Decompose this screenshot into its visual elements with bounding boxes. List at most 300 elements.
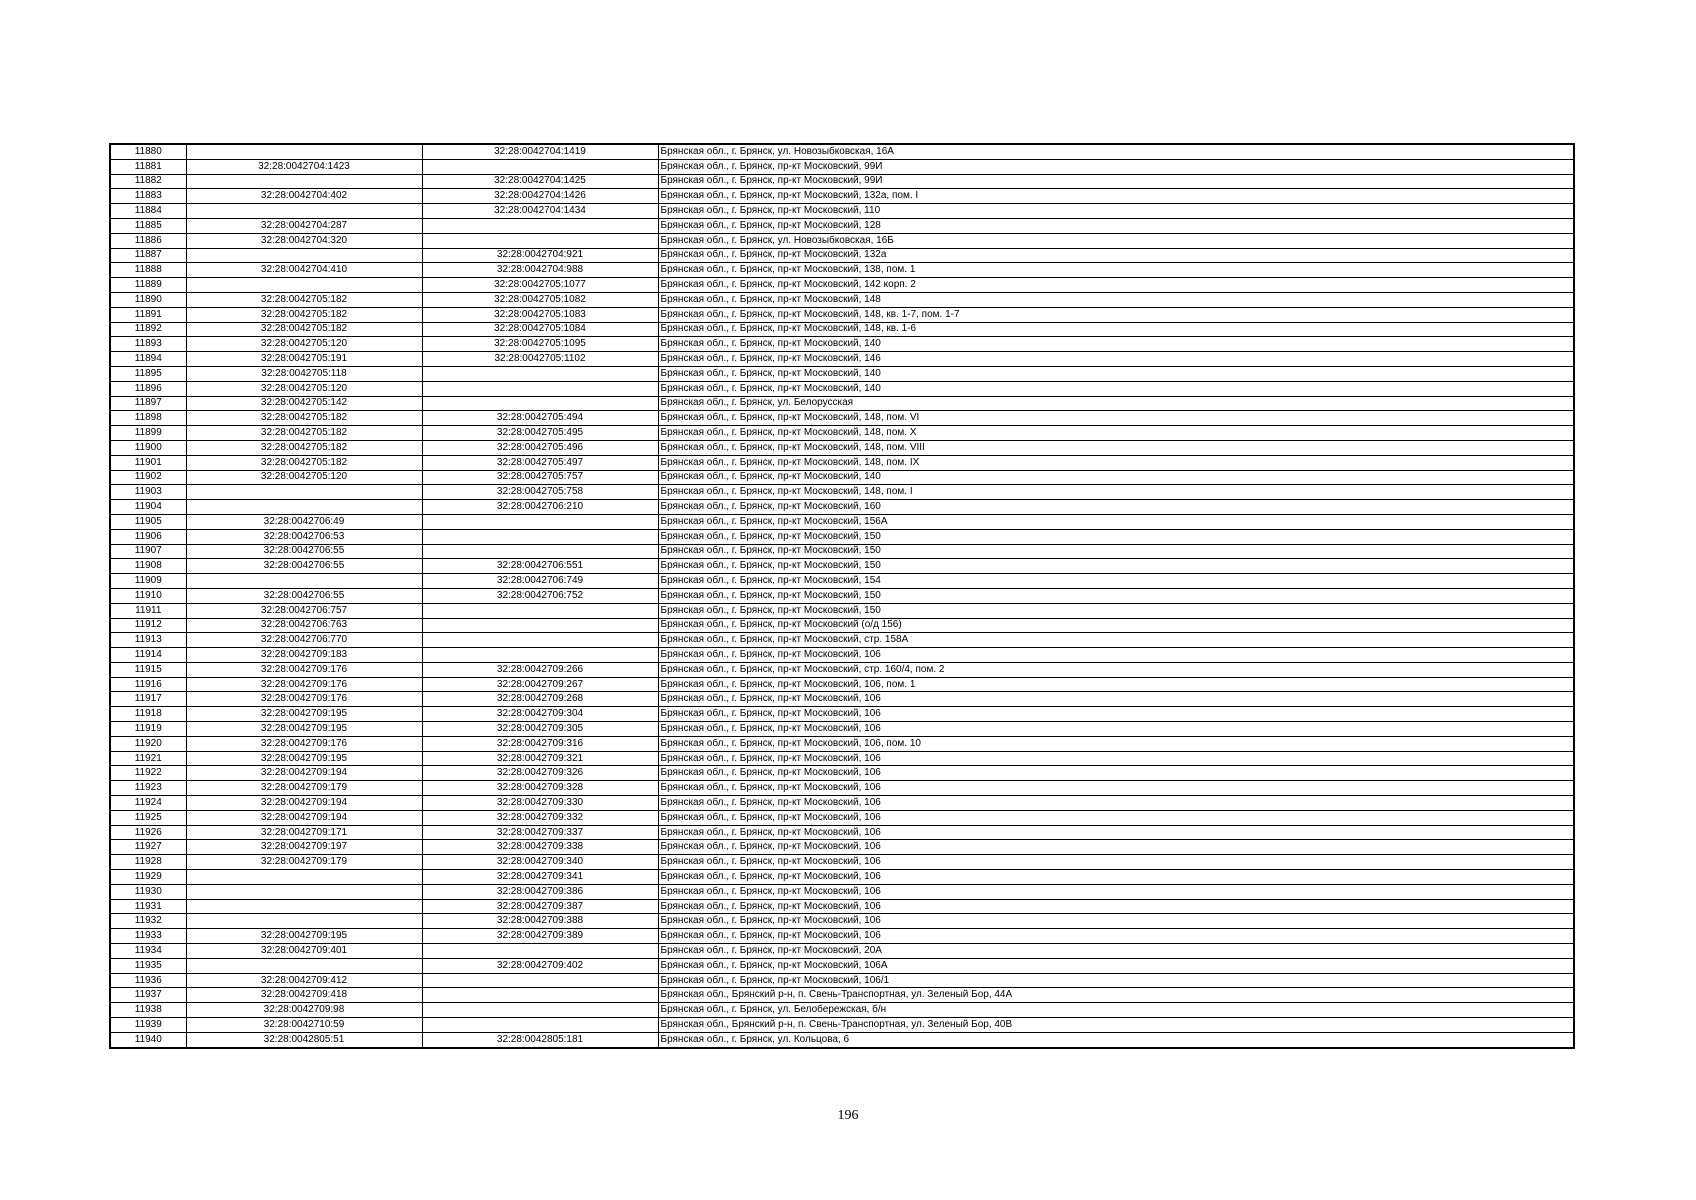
parcel-number-cell: 32:28:0042709:195 bbox=[186, 751, 422, 766]
row-number-cell: 11884 bbox=[110, 204, 186, 219]
row-number-cell: 11891 bbox=[110, 307, 186, 322]
address-cell: Брянская обл., г. Брянск, пр-кт Московский, 106 bbox=[658, 825, 1574, 840]
parcel-number-cell bbox=[186, 144, 422, 159]
row-number-cell: 11924 bbox=[110, 796, 186, 811]
table-row bbox=[110, 204, 1574, 219]
building-number-cell: 32:28:0042709:304 bbox=[422, 707, 658, 722]
address-cell: Брянская обл., г. Брянск, ул. Новозыбковская, 16А bbox=[658, 144, 1574, 159]
parcel-number-cell: 32:28:0042706:55 bbox=[186, 559, 422, 574]
table-row bbox=[110, 426, 1574, 441]
building-number-cell: 32:28:0042709:402 bbox=[422, 958, 658, 973]
address-cell: Брянская обл., г. Брянск, пр-кт Московский, 110 bbox=[658, 204, 1574, 219]
row-number-cell: 11912 bbox=[110, 618, 186, 633]
address-cell: Брянская обл., г. Брянск, пр-кт Московский, 148, кв. 1-6 bbox=[658, 322, 1574, 337]
row-number-cell: 11895 bbox=[110, 366, 186, 381]
table-row bbox=[110, 870, 1574, 885]
parcel-number-cell: 32:28:0042706:763 bbox=[186, 618, 422, 633]
row-number-cell: 11893 bbox=[110, 337, 186, 352]
building-number-cell: 32:28:0042705:495 bbox=[422, 426, 658, 441]
address-cell: Брянская обл., г. Брянск, пр-кт Московский, 106 bbox=[658, 810, 1574, 825]
parcel-number-cell: 32:28:0042704:402 bbox=[186, 189, 422, 204]
row-number-cell: 11892 bbox=[110, 322, 186, 337]
table-row bbox=[110, 411, 1574, 426]
address-cell: Брянская обл., г. Брянск, пр-кт Московский, 150 bbox=[658, 559, 1574, 574]
parcel-number-cell: 32:28:0042704:1423 bbox=[186, 159, 422, 174]
building-number-cell bbox=[422, 233, 658, 248]
parcel-number-cell bbox=[186, 899, 422, 914]
building-number-cell: 32:28:0042705:497 bbox=[422, 455, 658, 470]
address-cell: Брянская обл., г. Брянск, пр-кт Московский, 106/1 bbox=[658, 973, 1574, 988]
address-cell: Брянская обл., г. Брянск, пр-кт Московский, 132а, пом. I bbox=[658, 189, 1574, 204]
table-row bbox=[110, 618, 1574, 633]
building-number-cell bbox=[422, 218, 658, 233]
address-cell: Брянская обл., г. Брянск, пр-кт Московский, 106А bbox=[658, 958, 1574, 973]
address-cell: Брянская обл., г. Брянск, пр-кт Московский, 106 bbox=[658, 870, 1574, 885]
row-number-cell: 11936 bbox=[110, 973, 186, 988]
address-cell: Брянская обл., г. Брянск, пр-кт Московский, 106 bbox=[658, 855, 1574, 870]
table-row bbox=[110, 366, 1574, 381]
row-number-cell: 11922 bbox=[110, 766, 186, 781]
building-number-cell: 32:28:0042705:1077 bbox=[422, 278, 658, 293]
building-number-cell: 32:28:0042709:330 bbox=[422, 796, 658, 811]
parcel-number-cell: 32:28:0042709:195 bbox=[186, 929, 422, 944]
parcel-number-cell: 32:28:0042709:194 bbox=[186, 810, 422, 825]
parcel-number-cell bbox=[186, 870, 422, 885]
table-row bbox=[110, 352, 1574, 367]
row-number-cell: 11933 bbox=[110, 929, 186, 944]
parcel-number-cell bbox=[186, 485, 422, 500]
parcel-number-cell: 32:28:0042704:287 bbox=[186, 218, 422, 233]
parcel-number-cell: 32:28:0042705:182 bbox=[186, 455, 422, 470]
building-number-cell: 32:28:0042709:267 bbox=[422, 677, 658, 692]
building-number-cell: 32:28:0042705:1083 bbox=[422, 307, 658, 322]
row-number-cell: 11909 bbox=[110, 574, 186, 589]
parcel-number-cell: 32:28:0042705:182 bbox=[186, 411, 422, 426]
address-cell: Брянская обл., г. Брянск, ул. Кольцова, 6 bbox=[658, 1032, 1574, 1047]
row-number-cell: 11900 bbox=[110, 440, 186, 455]
table-row bbox=[110, 559, 1574, 574]
building-number-cell: 32:28:0042709:341 bbox=[422, 870, 658, 885]
address-cell: Брянская обл., г. Брянск, пр-кт Московский, 106 bbox=[658, 751, 1574, 766]
parcel-number-cell: 32:28:0042805:51 bbox=[186, 1032, 422, 1047]
row-number-cell: 11888 bbox=[110, 263, 186, 278]
parcel-number-cell bbox=[186, 278, 422, 293]
parcel-number-cell: 32:28:0042709:179 bbox=[186, 855, 422, 870]
table-row bbox=[110, 662, 1574, 677]
row-number-cell: 11921 bbox=[110, 751, 186, 766]
table-body bbox=[110, 144, 1574, 1048]
address-cell: Брянская обл., г. Брянск, пр-кт Московский, 140 bbox=[658, 381, 1574, 396]
building-number-cell bbox=[422, 544, 658, 559]
table-row bbox=[110, 1003, 1574, 1018]
row-number-cell: 11923 bbox=[110, 781, 186, 796]
table-row bbox=[110, 455, 1574, 470]
parcel-number-cell bbox=[186, 914, 422, 929]
row-number-cell: 11896 bbox=[110, 381, 186, 396]
row-number-cell: 11903 bbox=[110, 485, 186, 500]
table-row bbox=[110, 929, 1574, 944]
building-number-cell: 32:28:0042704:1419 bbox=[422, 144, 658, 159]
table-row bbox=[110, 529, 1574, 544]
address-cell: Брянская обл., г. Брянск, пр-кт Московский, 150 bbox=[658, 603, 1574, 618]
row-number-cell: 11929 bbox=[110, 870, 186, 885]
row-number-cell: 11907 bbox=[110, 544, 186, 559]
parcel-number-cell bbox=[186, 884, 422, 899]
row-number-cell: 11920 bbox=[110, 736, 186, 751]
table-row bbox=[110, 307, 1574, 322]
parcel-number-cell bbox=[186, 500, 422, 515]
row-number-cell: 11882 bbox=[110, 174, 186, 189]
row-number-cell: 11927 bbox=[110, 840, 186, 855]
building-number-cell: 32:28:0042709:389 bbox=[422, 929, 658, 944]
building-number-cell: 32:28:0042709:387 bbox=[422, 899, 658, 914]
building-number-cell bbox=[422, 973, 658, 988]
address-cell: Брянская обл., г. Брянск, пр-кт Московский, 138, пом. 1 bbox=[658, 263, 1574, 278]
parcel-number-cell bbox=[186, 958, 422, 973]
table-row bbox=[110, 633, 1574, 648]
address-cell: Брянская обл., г. Брянск, пр-кт Московский, 148, пом. IX bbox=[658, 455, 1574, 470]
address-cell: Брянская обл., г. Брянск, пр-кт Московский, 150 bbox=[658, 529, 1574, 544]
building-number-cell: 32:28:0042706:752 bbox=[422, 588, 658, 603]
address-cell: Брянская обл., г. Брянск, пр-кт Московский, 128 bbox=[658, 218, 1574, 233]
building-number-cell: 32:28:0042709:326 bbox=[422, 766, 658, 781]
address-cell: Брянская обл., г. Брянск, пр-кт Московский, 106 bbox=[658, 781, 1574, 796]
parcel-number-cell bbox=[186, 174, 422, 189]
building-number-cell: 32:28:0042706:749 bbox=[422, 574, 658, 589]
table-row bbox=[110, 485, 1574, 500]
building-number-cell bbox=[422, 988, 658, 1003]
parcel-number-cell: 32:28:0042710:59 bbox=[186, 1018, 422, 1033]
table-row bbox=[110, 544, 1574, 559]
table-row bbox=[110, 603, 1574, 618]
building-number-cell bbox=[422, 366, 658, 381]
parcel-number-cell: 32:28:0042709:176 bbox=[186, 662, 422, 677]
table-row bbox=[110, 159, 1574, 174]
address-cell: Брянская обл., г. Брянск, ул. Новозыбковская, 16Б bbox=[658, 233, 1574, 248]
address-cell: Брянская обл., г. Брянск, пр-кт Московский, 106, пом. 1 bbox=[658, 677, 1574, 692]
row-number-cell: 11897 bbox=[110, 396, 186, 411]
building-number-cell: 32:28:0042704:1434 bbox=[422, 204, 658, 219]
table-row bbox=[110, 648, 1574, 663]
building-number-cell: 32:28:0042709:328 bbox=[422, 781, 658, 796]
row-number-cell: 11917 bbox=[110, 692, 186, 707]
row-number-cell: 11928 bbox=[110, 855, 186, 870]
parcel-number-cell: 32:28:0042705:120 bbox=[186, 470, 422, 485]
row-number-cell: 11898 bbox=[110, 411, 186, 426]
table-row bbox=[110, 840, 1574, 855]
table-row bbox=[110, 381, 1574, 396]
building-number-cell: 32:28:0042705:1082 bbox=[422, 292, 658, 307]
building-number-cell: 32:28:0042704:1426 bbox=[422, 189, 658, 204]
building-number-cell: 32:28:0042709:268 bbox=[422, 692, 658, 707]
row-number-cell: 11931 bbox=[110, 899, 186, 914]
row-number-cell: 11889 bbox=[110, 278, 186, 293]
parcel-number-cell: 32:28:0042704:410 bbox=[186, 263, 422, 278]
address-cell: Брянская обл., г. Брянск, пр-кт Московский, 146 bbox=[658, 352, 1574, 367]
table-row bbox=[110, 1032, 1574, 1047]
row-number-cell: 11937 bbox=[110, 988, 186, 1003]
row-number-cell: 11902 bbox=[110, 470, 186, 485]
row-number-cell: 11881 bbox=[110, 159, 186, 174]
address-cell: Брянская обл., г. Брянск, пр-кт Московский, 106 bbox=[658, 648, 1574, 663]
row-number-cell: 11934 bbox=[110, 944, 186, 959]
building-number-cell bbox=[422, 648, 658, 663]
table-row bbox=[110, 263, 1574, 278]
cadastral-table bbox=[109, 143, 1575, 1049]
parcel-number-cell bbox=[186, 574, 422, 589]
parcel-number-cell: 32:28:0042709:176 bbox=[186, 677, 422, 692]
parcel-number-cell: 32:28:0042706:757 bbox=[186, 603, 422, 618]
address-cell: Брянская обл., г. Брянск, пр-кт Московский, 106 bbox=[658, 692, 1574, 707]
building-number-cell: 32:28:0042704:988 bbox=[422, 263, 658, 278]
table-row bbox=[110, 1018, 1574, 1033]
row-number-cell: 11914 bbox=[110, 648, 186, 663]
parcel-number-cell: 32:28:0042705:182 bbox=[186, 440, 422, 455]
table-row bbox=[110, 278, 1574, 293]
table-row bbox=[110, 218, 1574, 233]
row-number-cell: 11904 bbox=[110, 500, 186, 515]
address-cell: Брянская обл., г. Брянск, пр-кт Московский, 148, пом. I bbox=[658, 485, 1574, 500]
parcel-number-cell: 32:28:0042709:176 bbox=[186, 692, 422, 707]
parcel-number-cell: 32:28:0042705:182 bbox=[186, 292, 422, 307]
building-number-cell bbox=[422, 159, 658, 174]
building-number-cell bbox=[422, 529, 658, 544]
address-cell: Брянская обл., г. Брянск, пр-кт Московский, 160 bbox=[658, 500, 1574, 515]
parcel-number-cell bbox=[186, 204, 422, 219]
address-cell: Брянская обл., г. Брянск, пр-кт Московский, 106, пом. 10 bbox=[658, 736, 1574, 751]
building-number-cell: 32:28:0042709:332 bbox=[422, 810, 658, 825]
address-cell: Брянская обл., г. Брянск, пр-кт Московский, 106 bbox=[658, 914, 1574, 929]
row-number-cell: 11930 bbox=[110, 884, 186, 899]
parcel-number-cell: 32:28:0042709:171 bbox=[186, 825, 422, 840]
address-cell: Брянская обл., Брянский р-н, п. Свень-Транспортная, ул. Зеленый Бор, 40В bbox=[658, 1018, 1574, 1033]
address-cell: Брянская обл., г. Брянск, пр-кт Московский, 99И bbox=[658, 159, 1574, 174]
parcel-number-cell: 32:28:0042706:55 bbox=[186, 544, 422, 559]
building-number-cell: 32:28:0042705:496 bbox=[422, 440, 658, 455]
building-number-cell: 32:28:0042709:316 bbox=[422, 736, 658, 751]
row-number-cell: 11911 bbox=[110, 603, 186, 618]
row-number-cell: 11901 bbox=[110, 455, 186, 470]
parcel-number-cell: 32:28:0042709:183 bbox=[186, 648, 422, 663]
table-row bbox=[110, 677, 1574, 692]
building-number-cell: 32:28:0042704:921 bbox=[422, 248, 658, 263]
table-row bbox=[110, 233, 1574, 248]
table-row bbox=[110, 736, 1574, 751]
table-row bbox=[110, 914, 1574, 929]
address-cell: Брянская обл., г. Брянск, пр-кт Московский, 142 корп. 2 bbox=[658, 278, 1574, 293]
row-number-cell: 11935 bbox=[110, 958, 186, 973]
building-number-cell: 32:28:0042705:494 bbox=[422, 411, 658, 426]
building-number-cell: 32:28:0042705:1084 bbox=[422, 322, 658, 337]
building-number-cell bbox=[422, 633, 658, 648]
table-row bbox=[110, 810, 1574, 825]
parcel-number-cell: 32:28:0042706:55 bbox=[186, 588, 422, 603]
building-number-cell: 32:28:0042709:388 bbox=[422, 914, 658, 929]
row-number-cell: 11883 bbox=[110, 189, 186, 204]
table-row bbox=[110, 514, 1574, 529]
address-cell: Брянская обл., г. Брянск, пр-кт Московский, 106 bbox=[658, 766, 1574, 781]
table-row bbox=[110, 825, 1574, 840]
address-cell: Брянская обл., г. Брянск, пр-кт Московский, 148, пом. X bbox=[658, 426, 1574, 441]
table-row bbox=[110, 189, 1574, 204]
address-cell: Брянская обл., г. Брянск, пр-кт Московский, 106 bbox=[658, 899, 1574, 914]
address-cell: Брянская обл., г. Брянск, пр-кт Московский, 140 bbox=[658, 366, 1574, 381]
table-row bbox=[110, 766, 1574, 781]
table-row bbox=[110, 899, 1574, 914]
row-number-cell: 11905 bbox=[110, 514, 186, 529]
table-row bbox=[110, 988, 1574, 1003]
table-row bbox=[110, 248, 1574, 263]
table-row bbox=[110, 174, 1574, 189]
row-number-cell: 11887 bbox=[110, 248, 186, 263]
table-row bbox=[110, 692, 1574, 707]
row-number-cell: 11916 bbox=[110, 677, 186, 692]
building-number-cell: 32:28:0042709:266 bbox=[422, 662, 658, 677]
address-cell: Брянская обл., г. Брянск, пр-кт Московский, 148, пом. VIII bbox=[658, 440, 1574, 455]
table-row bbox=[110, 707, 1574, 722]
row-number-cell: 11885 bbox=[110, 218, 186, 233]
row-number-cell: 11926 bbox=[110, 825, 186, 840]
address-cell: Брянская обл., г. Брянск, пр-кт Московский, 154 bbox=[658, 574, 1574, 589]
building-number-cell: 32:28:0042709:340 bbox=[422, 855, 658, 870]
address-cell: Брянская обл., г. Брянск, пр-кт Московский, 150 bbox=[658, 588, 1574, 603]
parcel-number-cell: 32:28:0042705:118 bbox=[186, 366, 422, 381]
address-cell: Брянская обл., г. Брянск, пр-кт Московский, 148, пом. VI bbox=[658, 411, 1574, 426]
row-number-cell: 11915 bbox=[110, 662, 186, 677]
address-cell: Брянская обл., г. Брянск, пр-кт Московский, 106 bbox=[658, 840, 1574, 855]
parcel-number-cell: 32:28:0042709:197 bbox=[186, 840, 422, 855]
table-row bbox=[110, 751, 1574, 766]
parcel-number-cell: 32:28:0042709:401 bbox=[186, 944, 422, 959]
building-number-cell bbox=[422, 514, 658, 529]
table-row bbox=[110, 144, 1574, 159]
parcel-number-cell: 32:28:0042705:120 bbox=[186, 337, 422, 352]
building-number-cell: 32:28:0042705:1095 bbox=[422, 337, 658, 352]
parcel-number-cell: 32:28:0042709:98 bbox=[186, 1003, 422, 1018]
address-cell: Брянская обл., г. Брянск, ул. Белорусская bbox=[658, 396, 1574, 411]
building-number-cell bbox=[422, 603, 658, 618]
page-number: 196 bbox=[837, 1108, 859, 1123]
table-row bbox=[110, 292, 1574, 307]
table-row bbox=[110, 396, 1574, 411]
row-number-cell: 11890 bbox=[110, 292, 186, 307]
parcel-number-cell: 32:28:0042709:179 bbox=[186, 781, 422, 796]
building-number-cell: 32:28:0042706:551 bbox=[422, 559, 658, 574]
table-row bbox=[110, 440, 1574, 455]
building-number-cell bbox=[422, 1003, 658, 1018]
address-cell: Брянская обл., г. Брянск, пр-кт Московский (о/д 156) bbox=[658, 618, 1574, 633]
table-row bbox=[110, 973, 1574, 988]
address-cell: Брянская обл., г. Брянск, ул. Белобережская, б/н bbox=[658, 1003, 1574, 1018]
building-number-cell bbox=[422, 618, 658, 633]
table-row bbox=[110, 588, 1574, 603]
row-number-cell: 11913 bbox=[110, 633, 186, 648]
building-number-cell: 32:28:0042706:210 bbox=[422, 500, 658, 515]
address-cell: Брянская обл., г. Брянск, пр-кт Московский, 106 bbox=[658, 796, 1574, 811]
row-number-cell: 11940 bbox=[110, 1032, 186, 1047]
address-cell: Брянская обл., г. Брянск, пр-кт Московский, 132а bbox=[658, 248, 1574, 263]
building-number-cell bbox=[422, 944, 658, 959]
address-cell: Брянская обл., г. Брянск, пр-кт Московский, 148, кв. 1-7, пом. 1-7 bbox=[658, 307, 1574, 322]
table-row bbox=[110, 958, 1574, 973]
row-number-cell: 11918 bbox=[110, 707, 186, 722]
address-cell: Брянская обл., Брянский р-н, п. Свень-Транспортная, ул. Зеленый Бор, 44А bbox=[658, 988, 1574, 1003]
parcel-number-cell: 32:28:0042709:176 bbox=[186, 736, 422, 751]
row-number-cell: 11938 bbox=[110, 1003, 186, 1018]
row-number-cell: 11906 bbox=[110, 529, 186, 544]
address-cell: Брянская обл., г. Брянск, пр-кт Московский, стр. 160/4, пом. 2 bbox=[658, 662, 1574, 677]
building-number-cell: 32:28:0042709:321 bbox=[422, 751, 658, 766]
row-number-cell: 11932 bbox=[110, 914, 186, 929]
row-number-cell: 11894 bbox=[110, 352, 186, 367]
row-number-cell: 11939 bbox=[110, 1018, 186, 1033]
table-row bbox=[110, 855, 1574, 870]
parcel-number-cell: 32:28:0042705:142 bbox=[186, 396, 422, 411]
parcel-number-cell: 32:28:0042705:182 bbox=[186, 426, 422, 441]
parcel-number-cell: 32:28:0042709:418 bbox=[186, 988, 422, 1003]
address-cell: Брянская обл., г. Брянск, пр-кт Московский, 140 bbox=[658, 337, 1574, 352]
parcel-number-cell: 32:28:0042706:49 bbox=[186, 514, 422, 529]
parcel-number-cell: 32:28:0042705:182 bbox=[186, 322, 422, 337]
parcel-number-cell bbox=[186, 248, 422, 263]
building-number-cell: 32:28:0042705:757 bbox=[422, 470, 658, 485]
parcel-number-cell: 32:28:0042709:194 bbox=[186, 766, 422, 781]
parcel-number-cell: 32:28:0042704:320 bbox=[186, 233, 422, 248]
address-cell: Брянская обл., г. Брянск, пр-кт Московский, 140 bbox=[658, 470, 1574, 485]
building-number-cell: 32:28:0042709:337 bbox=[422, 825, 658, 840]
building-number-cell: 32:28:0042709:338 bbox=[422, 840, 658, 855]
parcel-number-cell: 32:28:0042705:120 bbox=[186, 381, 422, 396]
address-cell: Брянская обл., г. Брянск, пр-кт Московский, 106 bbox=[658, 884, 1574, 899]
parcel-number-cell: 32:28:0042709:412 bbox=[186, 973, 422, 988]
row-number-cell: 11910 bbox=[110, 588, 186, 603]
table-row bbox=[110, 470, 1574, 485]
row-number-cell: 11880 bbox=[110, 144, 186, 159]
row-number-cell: 11908 bbox=[110, 559, 186, 574]
address-cell: Брянская обл., г. Брянск, пр-кт Московский, 150 bbox=[658, 544, 1574, 559]
table-row bbox=[110, 337, 1574, 352]
address-cell: Брянская обл., г. Брянск, пр-кт Московский, 20А bbox=[658, 944, 1574, 959]
table-row bbox=[110, 500, 1574, 515]
table-row bbox=[110, 574, 1574, 589]
row-number-cell: 11919 bbox=[110, 722, 186, 737]
address-cell: Брянская обл., г. Брянск, пр-кт Московский, 99И bbox=[658, 174, 1574, 189]
address-cell: Брянская обл., г. Брянск, пр-кт Московский, стр. 158А bbox=[658, 633, 1574, 648]
parcel-number-cell: 32:28:0042709:195 bbox=[186, 707, 422, 722]
address-cell: Брянская обл., г. Брянск, пр-кт Московский, 156А bbox=[658, 514, 1574, 529]
building-number-cell: 32:28:0042805:181 bbox=[422, 1032, 658, 1047]
building-number-cell: 32:28:0042705:758 bbox=[422, 485, 658, 500]
building-number-cell: 32:28:0042709:386 bbox=[422, 884, 658, 899]
table-row bbox=[110, 796, 1574, 811]
parcel-number-cell: 32:28:0042706:770 bbox=[186, 633, 422, 648]
address-cell: Брянская обл., г. Брянск, пр-кт Московский, 148 bbox=[658, 292, 1574, 307]
row-number-cell: 11899 bbox=[110, 426, 186, 441]
row-number-cell: 11925 bbox=[110, 810, 186, 825]
address-cell: Брянская обл., г. Брянск, пр-кт Московский, 106 bbox=[658, 722, 1574, 737]
building-number-cell bbox=[422, 381, 658, 396]
address-cell: Брянская обл., г. Брянск, пр-кт Московский, 106 bbox=[658, 929, 1574, 944]
building-number-cell bbox=[422, 1018, 658, 1033]
parcel-number-cell: 32:28:0042706:53 bbox=[186, 529, 422, 544]
parcel-number-cell: 32:28:0042709:194 bbox=[186, 796, 422, 811]
building-number-cell: 32:28:0042704:1425 bbox=[422, 174, 658, 189]
table-row bbox=[110, 781, 1574, 796]
table-row bbox=[110, 884, 1574, 899]
address-cell: Брянская обл., г. Брянск, пр-кт Московский, 106 bbox=[658, 707, 1574, 722]
parcel-number-cell: 32:28:0042709:195 bbox=[186, 722, 422, 737]
table-row bbox=[110, 322, 1574, 337]
